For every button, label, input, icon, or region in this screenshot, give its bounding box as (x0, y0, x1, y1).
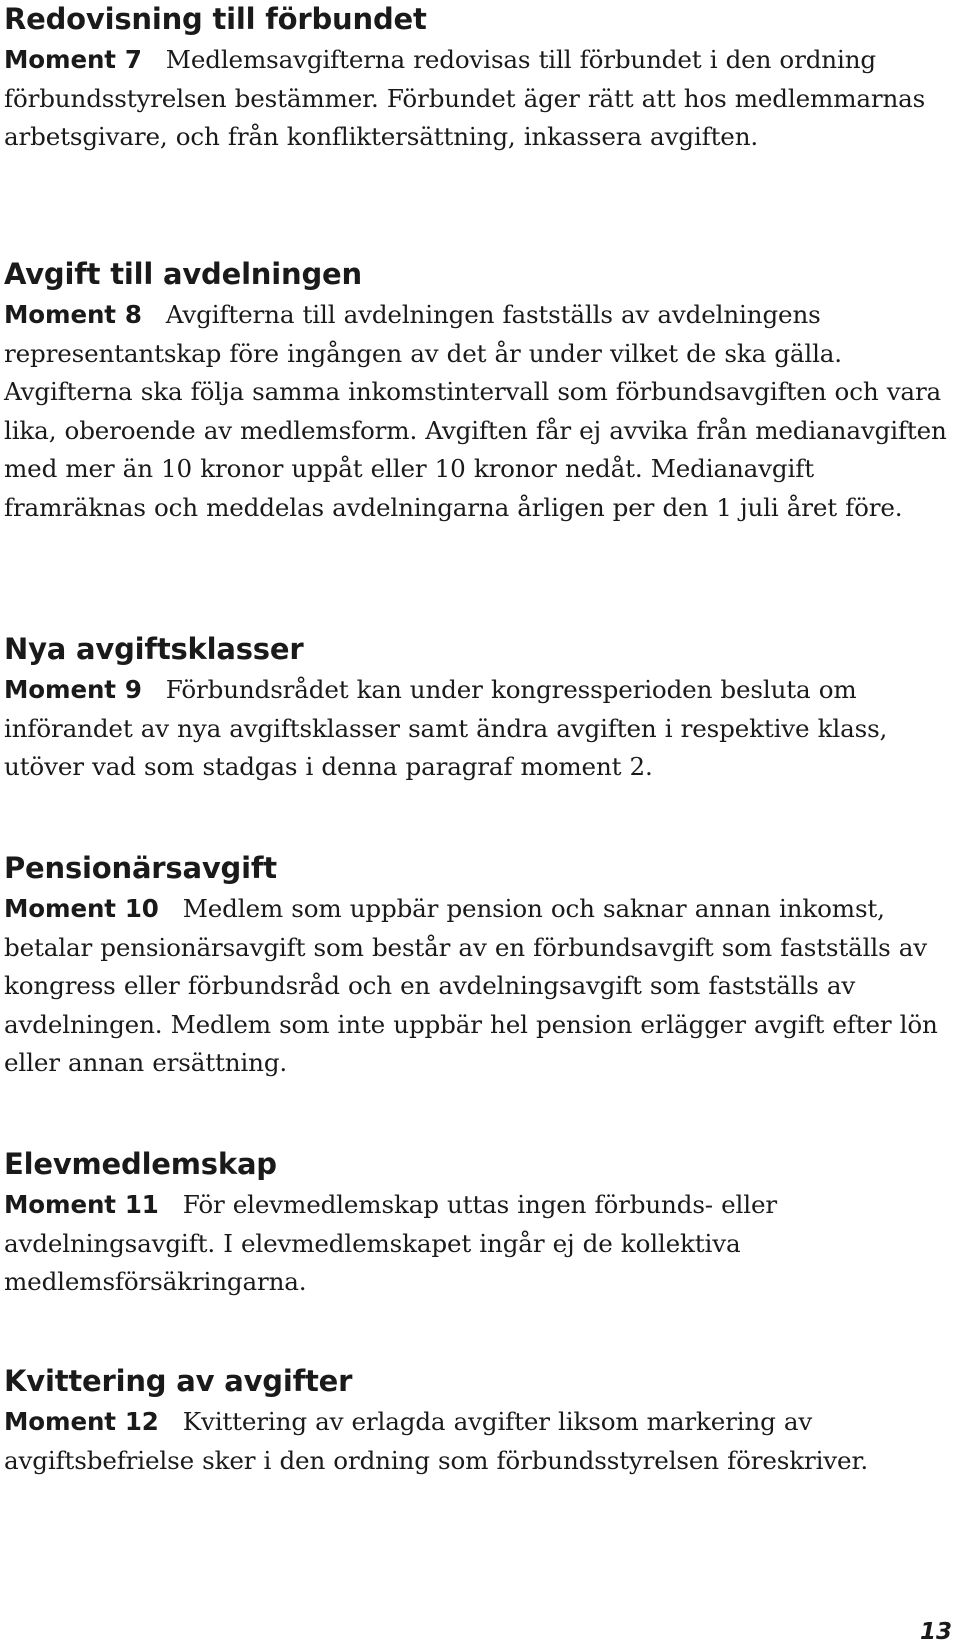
section-text: Medlem som uppbär pension och saknar annan inkomst, betalar pensionärsavgift som består av en förbundsavgift som fastställs av kongress eller förbundsråd och en avdelningsavgift som fastställs av avdelningen. Medlem som inte uppbär hel pension erlägger avgift efter lön eller annan ersättning. (4, 894, 938, 1077)
section-text: För elevmedlemskap uttas ingen förbunds- eller avdelningsavgift. I elevmedlemskapet ingår ej de kollektiva medlemsförsäkringarna. (4, 1190, 777, 1296)
section-heading: Elevmedlemskap (4, 1147, 277, 1181)
section-paragraph (4, 671, 950, 787)
section-text: Medlemsavgifterna redovisas till förbundet i den ordning förbundsstyrelsen bestämmer. Förbundet äger rätt att hos medlemmarnas arbetsgivare, och från konfliktersättning, inkassera avgiften. (4, 45, 926, 151)
moment-label: Moment 7 (4, 45, 142, 74)
section-elevmedlemskap (4, 1146, 950, 1302)
section-paragraph (4, 41, 950, 157)
moment-label: Moment 12 (4, 1407, 159, 1436)
section-text: Kvittering av erlagda avgifter liksom markering av avgiftsbefrielse sker i den ordning som förbundsstyrelsen föreskriver. (4, 1407, 869, 1475)
section-pensionarsavgift (4, 850, 950, 1083)
section-paragraph (4, 890, 950, 1083)
page-number: 13 (919, 1619, 952, 1645)
section-heading: Avgift till avdelningen (4, 257, 362, 291)
section-redovisning (4, 1, 950, 157)
section-avgift-avdelningen (4, 256, 950, 527)
moment-label: Moment 11 (4, 1190, 159, 1219)
moment-label: Moment 8 (4, 300, 142, 329)
section-heading: Nya avgiftsklasser (4, 632, 304, 666)
section-text: Avgifterna till avdelningen fastställs av avdelningens representantskap före ingången av det år under vilket de ska gälla. Avgifterna ska följa samma inkomstintervall som förbundsavgiften och vara lika, oberoende av medlemsform. Avgiften får ej avvika från medianavgiften med mer än 10 kronor uppåt eller 10 kronor nedåt. Medianavgift framräknas och meddelas avdelningarna årligen per den 1 juli året före. (4, 300, 947, 522)
section-heading: Redovisning till förbundet (4, 2, 427, 36)
section-paragraph (4, 1403, 950, 1480)
section-heading: Pensionärsavgift (4, 851, 277, 885)
section-text: Förbundsrådet kan under kongressperioden besluta om införandet av nya avgiftsklasser samt ändra avgiften i respektive klass, utöver vad som stadgas i denna paragraf moment 2. (4, 675, 888, 781)
section-kvittering (4, 1363, 950, 1480)
moment-label: Moment 9 (4, 675, 142, 704)
section-heading: Kvittering av avgifter (4, 1364, 353, 1398)
section-paragraph (4, 296, 950, 527)
moment-label: Moment 10 (4, 894, 159, 923)
section-paragraph (4, 1186, 950, 1302)
section-nya-avgiftsklasser (4, 631, 950, 787)
